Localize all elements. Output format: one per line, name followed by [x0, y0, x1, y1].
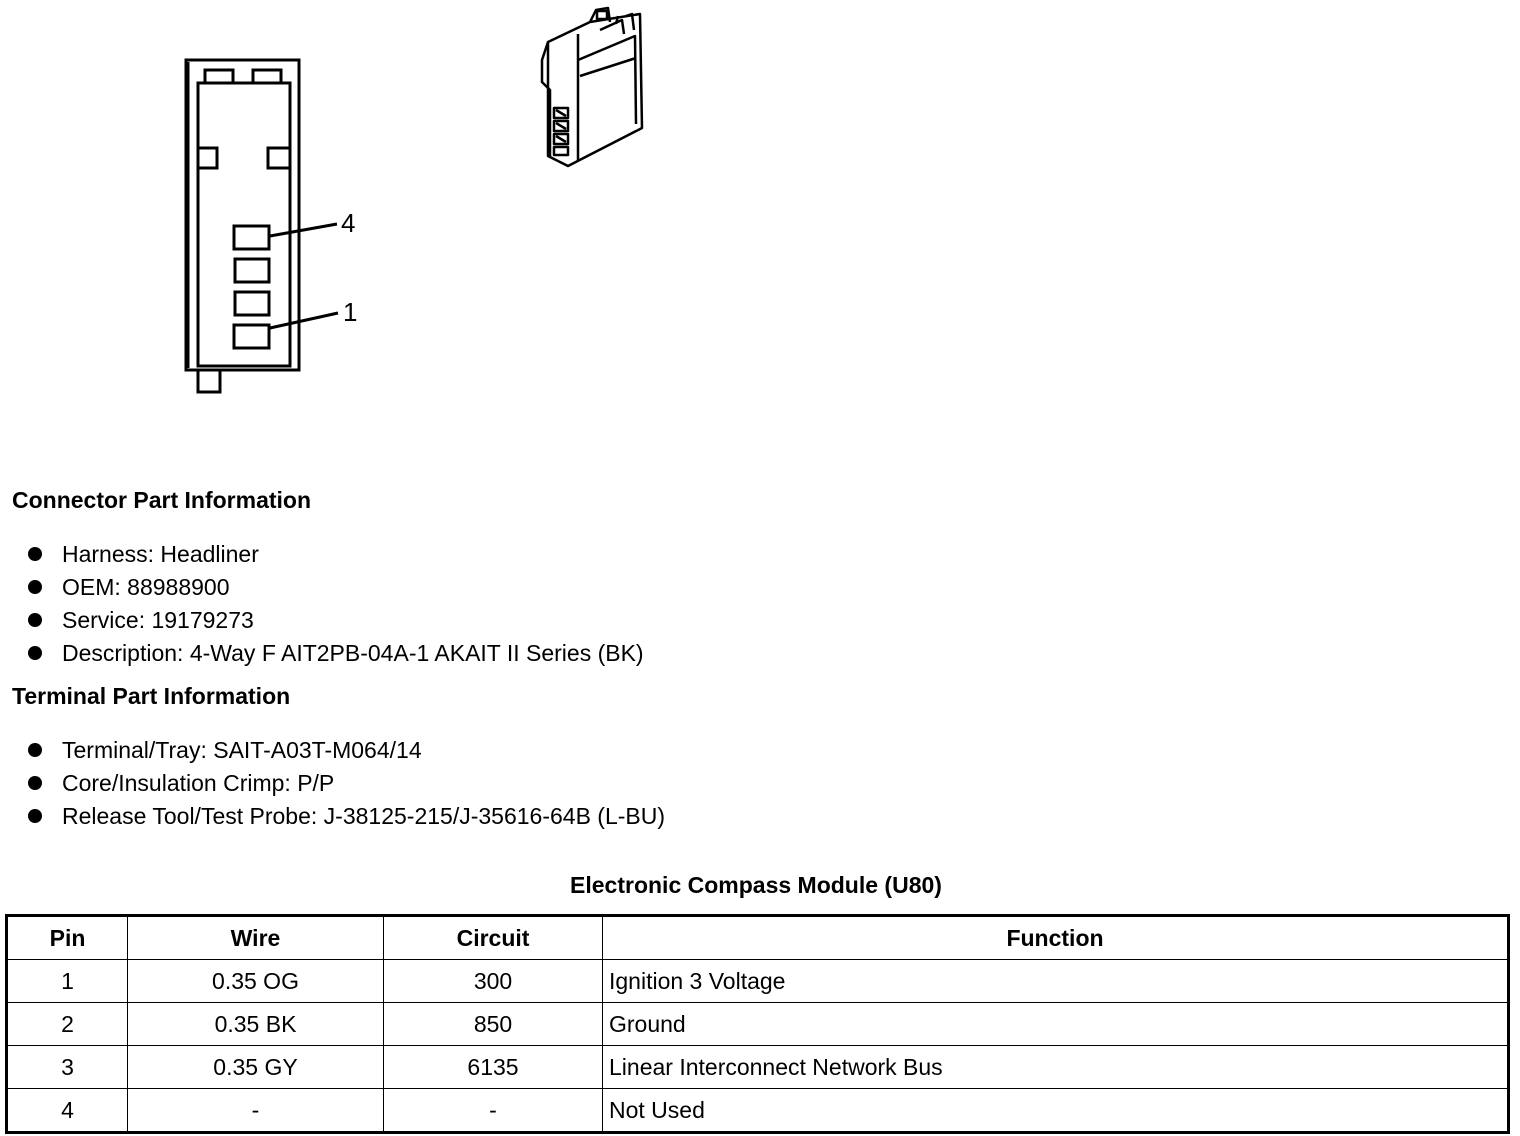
- cell-wire: -: [128, 1089, 384, 1133]
- table-title: Electronic Compass Module (U80): [570, 872, 942, 898]
- pin-label-4: 4: [341, 208, 356, 238]
- connector-isometric-view: [542, 8, 642, 166]
- list-item: Description: 4-Way F AIT2PB-04A-1 AKAIT II Series (BK): [28, 637, 644, 670]
- bullet-icon: [28, 809, 42, 823]
- cell-circuit: -: [384, 1089, 603, 1133]
- bullet-icon: [28, 613, 42, 627]
- table-row: [7, 1046, 1509, 1089]
- cell-function: Ignition 3 Voltage: [603, 960, 1509, 1003]
- cell-pin: 4: [7, 1089, 128, 1133]
- cell-function: Not Used: [603, 1089, 1509, 1133]
- pinout-table: [5, 914, 1510, 1134]
- table-row: [7, 960, 1509, 1003]
- cell-wire: 0.35 OG: [128, 960, 384, 1003]
- connector-info-list: [28, 538, 644, 670]
- list-item: Core/Insulation Crimp: P/P: [28, 767, 665, 800]
- pin-1-leader-line: [270, 313, 338, 328]
- header-wire: Wire: [128, 916, 384, 960]
- bullet-icon: [28, 776, 42, 790]
- connector-face-view: [186, 60, 338, 392]
- pin-4-leader-line: [270, 224, 337, 236]
- cell-circuit: 850: [384, 1003, 603, 1046]
- bullet-icon: [28, 547, 42, 561]
- terminal-info-heading: Terminal Part Information: [12, 683, 291, 709]
- header-circuit: Circuit: [384, 916, 603, 960]
- table-row: [7, 1089, 1509, 1133]
- bullet-icon: [28, 646, 42, 660]
- list-item: Service: 19179273: [28, 604, 644, 637]
- cell-circuit: 300: [384, 960, 603, 1003]
- connector-diagram: [0, 0, 760, 420]
- list-item: Harness: Headliner: [28, 538, 644, 571]
- list-item: OEM: 88988900: [28, 571, 644, 604]
- terminal-cavity-1: [234, 325, 269, 348]
- terminal-cavity-2: [235, 292, 269, 315]
- cell-pin: 1: [7, 960, 128, 1003]
- pin-label-1: 1: [343, 297, 358, 327]
- list-item: Terminal/Tray: SAIT-A03T-M064/14: [28, 734, 665, 767]
- cell-wire: 0.35 BK: [128, 1003, 384, 1046]
- table-row: [7, 1003, 1509, 1046]
- cell-pin: 2: [7, 1003, 128, 1046]
- bullet-icon: [28, 743, 42, 757]
- terminal-cavity-4: [234, 226, 269, 249]
- cell-function: Ground: [603, 1003, 1509, 1046]
- cell-pin: 3: [7, 1046, 128, 1089]
- header-pin: Pin: [7, 916, 128, 960]
- connector-info-heading: Connector Part Information: [12, 487, 312, 513]
- terminal-info-list: [28, 734, 665, 833]
- bullet-icon: [28, 580, 42, 594]
- header-function: Function: [603, 916, 1509, 960]
- terminal-cavity-3: [235, 259, 269, 282]
- table-header-row: [7, 916, 1509, 960]
- list-item: Release Tool/Test Probe: J-38125-215/J-35616-64B (L-BU): [28, 800, 665, 833]
- cell-circuit: 6135: [384, 1046, 603, 1089]
- cell-wire: 0.35 GY: [128, 1046, 384, 1089]
- cell-function: Linear Interconnect Network Bus: [603, 1046, 1509, 1089]
